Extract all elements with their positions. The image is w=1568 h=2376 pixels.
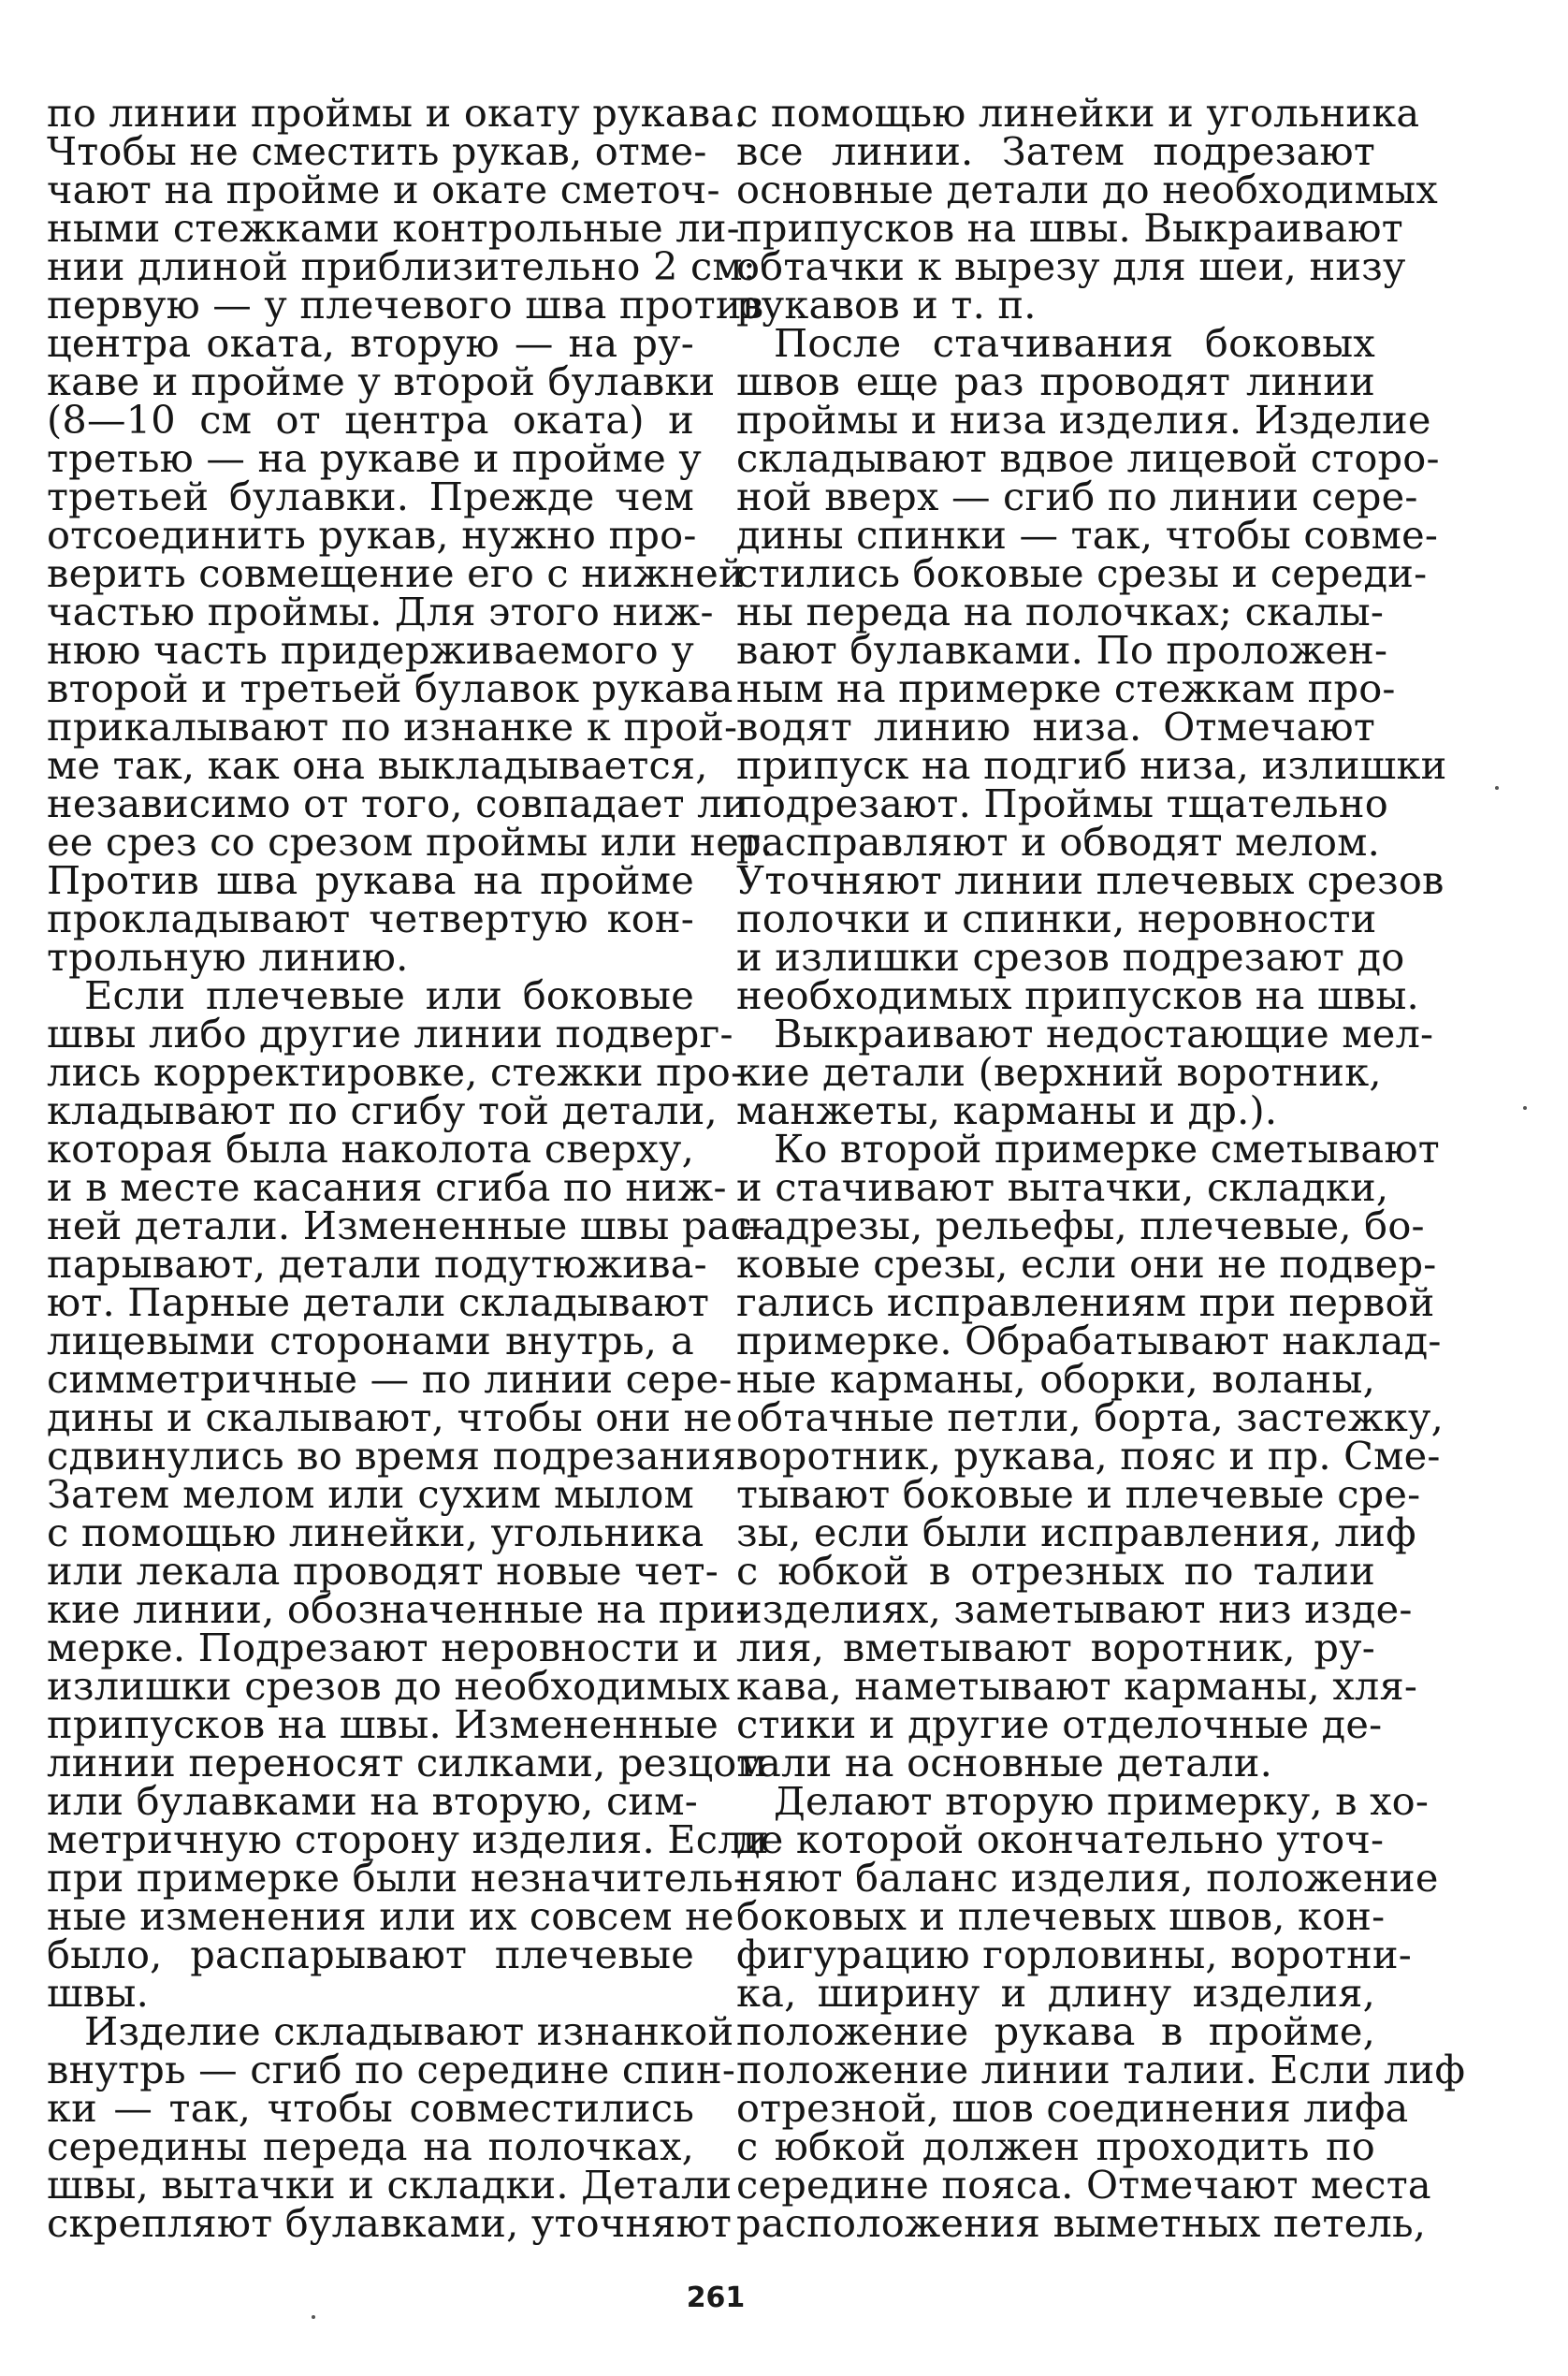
text-line: и в месте касания сгиба по ниж- xyxy=(47,1164,727,1210)
text-line: лицевыми сторонами внутрь, а xyxy=(47,1318,694,1363)
text-line: лись корректировке, стежки про- xyxy=(47,1049,745,1095)
text-line: с юбкой должен проходить по xyxy=(736,2123,1375,2169)
text-line: первую — у плечевого шва против xyxy=(47,282,764,328)
text-line: кие линии, обозначенные на при- xyxy=(47,1586,749,1632)
text-line: ют. Парные детали складывают xyxy=(47,1279,710,1325)
text-line: лия, вметывают воротник, ру- xyxy=(736,1625,1375,1670)
text-line: ка, ширину и длину изделия, xyxy=(736,1970,1375,2016)
text-line: второй и третьей булавок рукава xyxy=(47,665,733,711)
text-line: кие детали (верхний воротник, xyxy=(736,1049,1382,1095)
text-line: обтачки к вырезу для шеи, низу xyxy=(736,243,1406,289)
text-line: симметричные — по линии сере- xyxy=(47,1356,733,1402)
paragraph xyxy=(47,972,769,2016)
text-line: тывают боковые и плечевые сре- xyxy=(736,1471,1421,1517)
text-line: мерке. Подрезают неровности и xyxy=(47,1625,719,1670)
text-line: водят линию низа. Отмечают xyxy=(736,704,1375,750)
text-line: ные изменения или их совсем не xyxy=(47,1893,734,1939)
text-line: Затем мелом или сухим мылом xyxy=(47,1471,694,1517)
text-line: положение линии талии. Если лиф xyxy=(736,2047,1466,2092)
text-line: ковые срезы, если они не подвер- xyxy=(736,1241,1437,1287)
text-line: третьей булавки. Прежде чем xyxy=(47,474,694,519)
text-line: подрезают. Проймы тщательно xyxy=(736,780,1388,826)
text-line: излишки срезов до необходимых xyxy=(47,1663,731,1709)
text-line: скрепляют булавками, уточняют xyxy=(47,2200,733,2246)
scan-speck xyxy=(1495,786,1499,790)
text-line: швы либо другие линии подверг- xyxy=(47,1011,733,1057)
text-line: После стачивания боковых xyxy=(774,320,1375,366)
paragraph xyxy=(736,320,1447,1018)
paragraph xyxy=(736,1778,1466,2246)
text-line: де которой окончательно уточ- xyxy=(736,1816,1385,1862)
text-line: дины спинки — так, чтобы совме- xyxy=(736,512,1439,558)
text-line: было, распарывают плечевые xyxy=(47,1931,694,1977)
text-line: нии длиной приблизительно 2 см: xyxy=(47,243,757,289)
text-line: стились боковые срезы и середи- xyxy=(736,550,1428,596)
text-line: при примерке были незначитель- xyxy=(47,1855,748,1901)
scan-speck xyxy=(1523,1106,1527,1110)
text-line: зы, если были исправления, лиф xyxy=(736,1509,1416,1555)
text-line: надрезы, рельефы, плечевые, бо- xyxy=(736,1203,1425,1248)
text-line: которая была наколота сверху, xyxy=(47,1126,694,1172)
text-line: нюю часть придерживаемого у xyxy=(47,627,694,673)
text-line: прокладывают четвертую кон- xyxy=(47,896,694,941)
text-line: воротник, рукава, пояс и пр. Сме- xyxy=(736,1433,1441,1479)
text-line: верить совмещение его с нижней xyxy=(47,550,745,596)
text-line: Выкраивают недостающие мел- xyxy=(774,1011,1434,1057)
text-line: Чтобы не сместить рукав, отме- xyxy=(47,128,707,174)
text-line: тали на основные детали. xyxy=(736,1740,1273,1786)
text-line: положение рукава в пройме, xyxy=(736,2008,1375,2054)
text-line: по линии проймы и окату рукава. xyxy=(47,90,747,136)
text-line: боковых и плечевых швов, кон- xyxy=(736,1893,1386,1939)
text-line: сдвинулись во время подрезания. xyxy=(47,1433,749,1479)
text-line: отсоединить рукав, нужно про- xyxy=(47,512,697,558)
text-line: дины и скалывают, чтобы они не xyxy=(47,1394,733,1440)
paragraph xyxy=(736,1126,1445,1786)
text-line: припуск на подгиб низа, излишки xyxy=(736,742,1447,788)
text-line: припусков на швы. Измененные xyxy=(47,1701,719,1747)
text-line: проймы и низа изделия. Изделие xyxy=(736,397,1431,443)
text-line: метричную сторону изделия. Если xyxy=(47,1816,769,1862)
page-number: 261 xyxy=(686,2281,746,2314)
text-line: ные карманы, оборки, воланы, xyxy=(736,1356,1375,1402)
paragraph xyxy=(47,2008,736,2246)
text-line: с юбкой в отрезных по талии xyxy=(736,1548,1375,1594)
text-line: или булавками на вторую, сим- xyxy=(47,1778,698,1824)
text-line: манжеты, карманы и др.). xyxy=(736,1087,1278,1133)
text-line: чают на пройме и окате сметоч- xyxy=(47,167,720,212)
text-line: вают булавками. По проложен- xyxy=(736,627,1388,673)
text-line: фигурацию горловины, воротни- xyxy=(736,1931,1413,1977)
paragraph xyxy=(47,90,774,980)
text-line: Уточняют линии плечевых срезов xyxy=(736,857,1445,903)
right-column xyxy=(736,90,1466,2255)
text-line: расположения выметных петель, xyxy=(736,2200,1427,2246)
text-line: расправляют и обводят мелом. xyxy=(736,819,1381,865)
text-line: и излишки срезов подрезают до xyxy=(736,934,1405,980)
paragraph xyxy=(736,90,1438,328)
text-line: все линии. Затем подрезают xyxy=(736,128,1375,174)
text-line: прикалывают по изнанке к прой- xyxy=(47,704,738,750)
text-line: частью проймы. Для этого ниж- xyxy=(47,589,714,634)
text-line: основные детали до необходимых xyxy=(736,167,1438,212)
text-line: обтачные петли, борта, застежку, xyxy=(736,1394,1445,1440)
text-line: ме так, как она выкладывается, xyxy=(47,742,708,788)
text-line: ны переда на полочках; скалы- xyxy=(736,589,1385,634)
text-line: парывают, детали подутюжива- xyxy=(47,1241,707,1287)
text-line: ки — так, чтобы совместились xyxy=(47,2085,694,2131)
text-line: внутрь — сгиб по середине спин- xyxy=(47,2047,736,2092)
text-line: швы. xyxy=(47,1970,149,2016)
text-line: складывают вдвое лицевой сторо- xyxy=(736,435,1440,481)
text-line: Изделие складывают изнанкой xyxy=(84,2008,734,2054)
text-line: (8—10 см от центра оката) и xyxy=(47,397,694,443)
text-line: Ко второй примерке сметывают xyxy=(774,1126,1440,1172)
text-line: няют баланс изделия, положение xyxy=(736,1855,1439,1901)
text-line: независимо от того, совпадает ли xyxy=(47,780,748,826)
text-line: с помощью линейки, угольника xyxy=(47,1509,704,1555)
scan-speck xyxy=(312,2315,315,2319)
text-line: изделиях, заметывают низ изде- xyxy=(736,1586,1413,1632)
text-line: ней детали. Измененные швы рас- xyxy=(47,1203,766,1248)
text-line: или лекала проводят новые чет- xyxy=(47,1548,719,1594)
text-line: стики и другие отделочные де- xyxy=(736,1701,1383,1747)
text-line: третью — на рукаве и пройме у xyxy=(47,435,702,481)
paragraph xyxy=(736,1011,1434,1133)
text-line: Делают вторую примерку, в хо- xyxy=(774,1778,1430,1824)
text-line: и стачивают вытачки, складки, xyxy=(736,1164,1389,1210)
text-line: Против шва рукава на пройме xyxy=(47,857,694,903)
text-line: отрезной, шов соединения лифа xyxy=(736,2085,1409,2131)
text-line: примерке. Обрабатывают наклад- xyxy=(736,1318,1442,1363)
text-line: швов еще раз проводят линии xyxy=(736,358,1375,404)
text-line: ным на примерке стежкам про- xyxy=(736,665,1396,711)
text-line: с помощью линейки и угольника xyxy=(736,90,1420,136)
left-column xyxy=(47,90,774,2255)
text-line: линии переносят силками, резцом xyxy=(47,1740,767,1786)
text-line: полочки и спинки, неровности xyxy=(736,896,1377,941)
text-line: необходимых припусков на швы. xyxy=(736,972,1419,1018)
text-line: кладывают по сгибу той детали, xyxy=(47,1087,718,1133)
text-line: кава, наметывают карманы, хля- xyxy=(736,1663,1418,1709)
text-line: середине пояса. Отмечают места xyxy=(736,2162,1431,2208)
text-line: гались исправлениям при первой xyxy=(736,1279,1435,1325)
text-line: трольную линию. xyxy=(47,934,409,980)
text-line: Если плечевые или боковые xyxy=(84,972,694,1018)
text-line: каве и пройме у второй булавки xyxy=(47,358,716,404)
text-line: ее срез со срезом проймы или нет. xyxy=(47,819,774,865)
text-line: ной вверх — сгиб по линии сере- xyxy=(736,474,1418,519)
text-line: середины переда на полочках, xyxy=(47,2123,694,2169)
text-line: рукавов и т. п. xyxy=(736,282,1037,328)
text-line: ными стежками контрольные ли- xyxy=(47,205,740,251)
text-line: центра оката, вторую — на ру- xyxy=(47,320,694,366)
text-line: припусков на швы. Выкраивают xyxy=(736,205,1403,251)
text-line: швы, вытачки и складки. Детали xyxy=(47,2162,733,2208)
